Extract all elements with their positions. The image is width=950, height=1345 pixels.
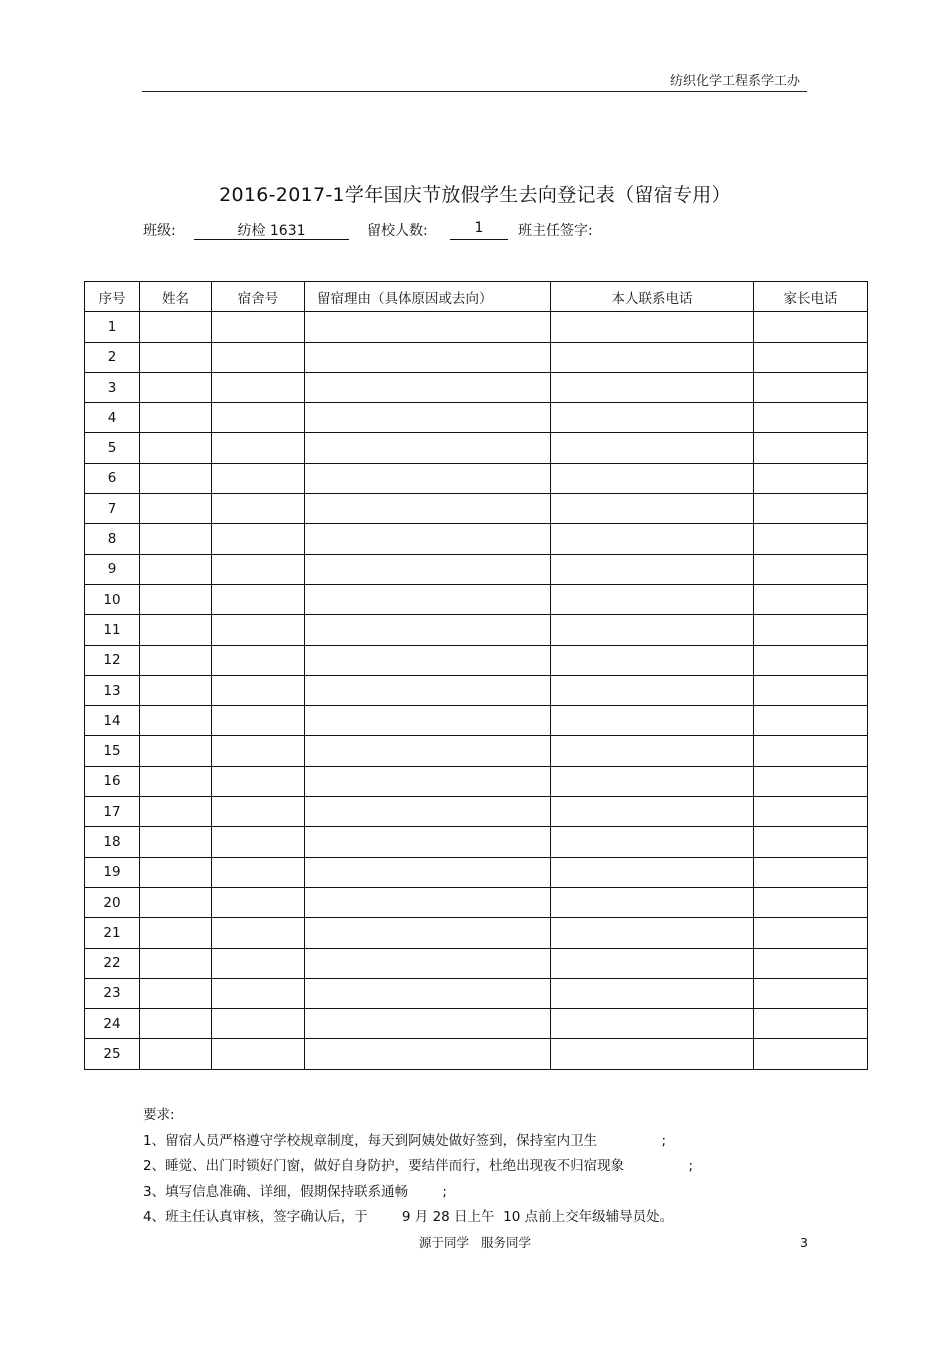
dorm-cell[interactable] [212,1039,305,1069]
parent-phone-cell[interactable] [754,1009,868,1039]
reason-cell[interactable] [305,766,551,796]
phone-cell[interactable] [551,1009,754,1039]
parent-phone-cell[interactable] [754,766,868,796]
dorm-cell[interactable] [212,372,305,402]
parent-phone-cell[interactable] [754,736,868,766]
row-index: 25 [85,1039,140,1069]
name-cell[interactable] [140,463,212,493]
dorm-cell[interactable] [212,797,305,827]
class-value: 纺检 1631 [237,223,306,239]
row-index: 18 [85,827,140,857]
parent-phone-cell[interactable] [754,463,868,493]
table-row [85,736,868,766]
parent-phone-cell[interactable] [754,887,868,917]
reason-cell[interactable] [305,554,551,584]
phone-cell[interactable] [551,887,754,917]
reason-cell[interactable] [305,706,551,736]
table-row [85,797,868,827]
reason-cell[interactable] [305,1009,551,1039]
table-row [85,918,868,948]
name-cell[interactable] [140,554,212,584]
row-index: 19 [85,857,140,887]
row-index: 24 [85,1009,140,1039]
dorm-cell[interactable] [212,857,305,887]
table-row [85,372,868,402]
row-index: 1 [85,312,140,342]
reason-cell[interactable] [305,403,551,433]
table-row [85,1009,868,1039]
name-cell[interactable] [140,403,212,433]
dorm-cell[interactable] [212,827,305,857]
row-index: 7 [85,494,140,524]
phone-cell[interactable] [551,312,754,342]
count-label: 留校人数: [367,223,428,239]
dorm-cell[interactable] [212,948,305,978]
table-row [85,342,868,372]
col-header-dorm: 宿舍号 [212,282,305,312]
name-cell[interactable] [140,827,212,857]
phone-cell[interactable] [551,706,754,736]
col-header-index: 序号 [85,282,140,312]
name-cell[interactable] [140,978,212,1008]
dorm-cell[interactable] [212,1009,305,1039]
reason-cell[interactable] [305,827,551,857]
name-cell[interactable] [140,584,212,614]
dorm-cell[interactable] [212,615,305,645]
phone-cell[interactable] [551,948,754,978]
dorm-cell[interactable] [212,403,305,433]
name-cell[interactable] [140,675,212,705]
phone-cell[interactable] [551,857,754,887]
table-row [85,312,868,342]
parent-phone-cell[interactable] [754,524,868,554]
dorm-cell[interactable] [212,463,305,493]
reason-cell[interactable] [305,494,551,524]
count-field[interactable] [450,220,508,240]
table-row [85,554,868,584]
parent-phone-cell[interactable] [754,675,868,705]
parent-phone-cell[interactable] [754,978,868,1008]
name-cell[interactable] [140,948,212,978]
parent-phone-cell[interactable] [754,827,868,857]
table-row [85,827,868,857]
dorm-cell[interactable] [212,918,305,948]
phone-cell[interactable] [551,403,754,433]
class-field[interactable] [194,220,349,240]
row-index: 11 [85,615,140,645]
parent-phone-cell[interactable] [754,342,868,372]
requirements-title: 要求: [143,1107,175,1123]
dorm-cell[interactable] [212,554,305,584]
row-index: 13 [85,675,140,705]
parent-phone-cell[interactable] [754,403,868,433]
dorm-cell[interactable] [212,887,305,917]
phone-cell[interactable] [551,827,754,857]
requirement-item-1: 1、留宿人员严格遵守学校规章制度，每天到阿姨处做好签到，保持室内卫生 ; [143,1132,667,1149]
col-header-name: 姓名 [140,282,212,312]
reason-cell[interactable] [305,675,551,705]
reason-cell[interactable] [305,857,551,887]
phone-cell[interactable] [551,645,754,675]
reason-cell[interactable] [305,887,551,917]
row-index: 22 [85,948,140,978]
page-number: 3 [800,1235,808,1250]
row-index: 14 [85,706,140,736]
parent-phone-cell[interactable] [754,433,868,463]
table-row [85,645,868,675]
reason-cell[interactable] [305,948,551,978]
footer-slogan: 源于同学 服务同学 [419,1235,531,1250]
name-cell[interactable] [140,342,212,372]
row-index: 2 [85,342,140,372]
name-cell[interactable] [140,918,212,948]
row-index: 17 [85,797,140,827]
phone-cell[interactable] [551,978,754,1008]
phone-cell[interactable] [551,766,754,796]
name-cell[interactable] [140,1009,212,1039]
table-header-row [85,282,868,312]
reason-cell[interactable] [305,584,551,614]
parent-phone-cell[interactable] [754,1039,868,1069]
row-index: 21 [85,918,140,948]
parent-phone-cell[interactable] [754,948,868,978]
name-cell[interactable] [140,857,212,887]
name-cell[interactable] [140,766,212,796]
dorm-cell[interactable] [212,433,305,463]
name-cell[interactable] [140,706,212,736]
parent-phone-cell[interactable] [754,918,868,948]
reason-cell[interactable] [305,645,551,675]
name-cell[interactable] [140,312,212,342]
row-index: 10 [85,584,140,614]
table-row [85,524,868,554]
dorm-cell[interactable] [212,766,305,796]
requirements-section [143,1103,693,1231]
signature-label: 班主任签字: [518,223,593,239]
phone-cell[interactable] [551,675,754,705]
phone-cell[interactable] [551,463,754,493]
phone-cell[interactable] [551,584,754,614]
name-cell[interactable] [140,524,212,554]
reason-cell[interactable] [305,433,551,463]
table-row [85,675,868,705]
table-row [85,1039,868,1069]
dorm-cell[interactable] [212,494,305,524]
name-cell[interactable] [140,736,212,766]
table-row [85,494,868,524]
name-cell[interactable] [140,797,212,827]
name-cell[interactable] [140,372,212,402]
dorm-cell[interactable] [212,736,305,766]
table-row [85,948,868,978]
dorm-cell[interactable] [212,342,305,372]
table-row [85,463,868,493]
row-index: 23 [85,978,140,1008]
dorm-cell[interactable] [212,706,305,736]
row-index: 8 [85,524,140,554]
row-index: 6 [85,463,140,493]
table-row [85,615,868,645]
parent-phone-cell[interactable] [754,554,868,584]
reason-cell[interactable] [305,463,551,493]
parent-phone-cell[interactable] [754,372,868,402]
reason-cell[interactable] [305,978,551,1008]
phone-cell[interactable] [551,433,754,463]
requirement-item-4: 4、班主任认真审核，签字确认后，于 9 月 28 日上午 10 点前上交年级辅导员处。 [143,1209,674,1225]
class-label: 班级: [143,223,176,239]
parent-phone-cell[interactable] [754,615,868,645]
parent-phone-cell[interactable] [754,494,868,524]
name-cell[interactable] [140,433,212,463]
parent-phone-cell[interactable] [754,706,868,736]
parent-phone-cell[interactable] [754,312,868,342]
name-cell[interactable] [140,615,212,645]
row-index: 15 [85,736,140,766]
requirement-item-3: 3、填写信息准确、详细，假期保持联系通畅 ; [143,1183,447,1200]
table-row [85,706,868,736]
table-row [85,433,868,463]
phone-cell[interactable] [551,372,754,402]
department-header: 纺织化学工程系学工办 [669,74,800,89]
reason-cell[interactable] [305,615,551,645]
row-index: 20 [85,887,140,917]
row-index: 12 [85,645,140,675]
requirement-item-2: 2、睡觉、出门时锁好门窗，做好自身防护，要结伴而行，杜绝出现夜不归宿现象 ; [143,1158,694,1174]
table-row [85,887,868,917]
parent-phone-cell[interactable] [754,797,868,827]
col-header-reason: 留宿理由（具体原因或去向） [305,282,551,312]
table-row [85,857,868,887]
phone-cell[interactable] [551,1039,754,1069]
phone-cell[interactable] [551,494,754,524]
phone-cell[interactable] [551,736,754,766]
name-cell[interactable] [140,1039,212,1069]
name-cell[interactable] [140,645,212,675]
row-index: 9 [85,554,140,584]
parent-phone-cell[interactable] [754,584,868,614]
dorm-cell[interactable] [212,524,305,554]
table-row [85,584,868,614]
row-index: 4 [85,403,140,433]
dorm-cell[interactable] [212,978,305,1008]
reason-cell[interactable] [305,797,551,827]
dorm-cell[interactable] [212,645,305,675]
reason-cell[interactable] [305,524,551,554]
table-row [85,403,868,433]
phone-cell[interactable] [551,342,754,372]
header-divider [142,91,807,92]
reason-cell[interactable] [305,312,551,342]
phone-cell[interactable] [551,797,754,827]
col-header-phone: 本人联系电话 [551,282,754,312]
reason-cell[interactable] [305,372,551,402]
reason-cell[interactable] [305,1039,551,1069]
reason-cell[interactable] [305,342,551,372]
row-index: 3 [85,372,140,402]
dorm-cell[interactable] [212,584,305,614]
row-index: 5 [85,433,140,463]
phone-cell[interactable] [551,554,754,584]
parent-phone-cell[interactable] [754,645,868,675]
parent-phone-cell[interactable] [754,857,868,887]
reason-cell[interactable] [305,918,551,948]
col-header-parent-phone: 家长电话 [754,282,868,312]
dorm-cell[interactable] [212,675,305,705]
row-index: 16 [85,766,140,796]
table-row [85,978,868,1008]
reason-cell[interactable] [305,736,551,766]
dorm-cell[interactable] [212,312,305,342]
phone-cell[interactable] [551,524,754,554]
table-row [85,766,868,796]
name-cell[interactable] [140,887,212,917]
registration-table [84,281,868,1070]
name-cell[interactable] [140,494,212,524]
form-title: 2016-2017-1学年国庆节放假学生去向登记表（留宿专用） [219,184,731,206]
phone-cell[interactable] [551,918,754,948]
count-value: 1 [474,220,484,236]
phone-cell[interactable] [551,615,754,645]
